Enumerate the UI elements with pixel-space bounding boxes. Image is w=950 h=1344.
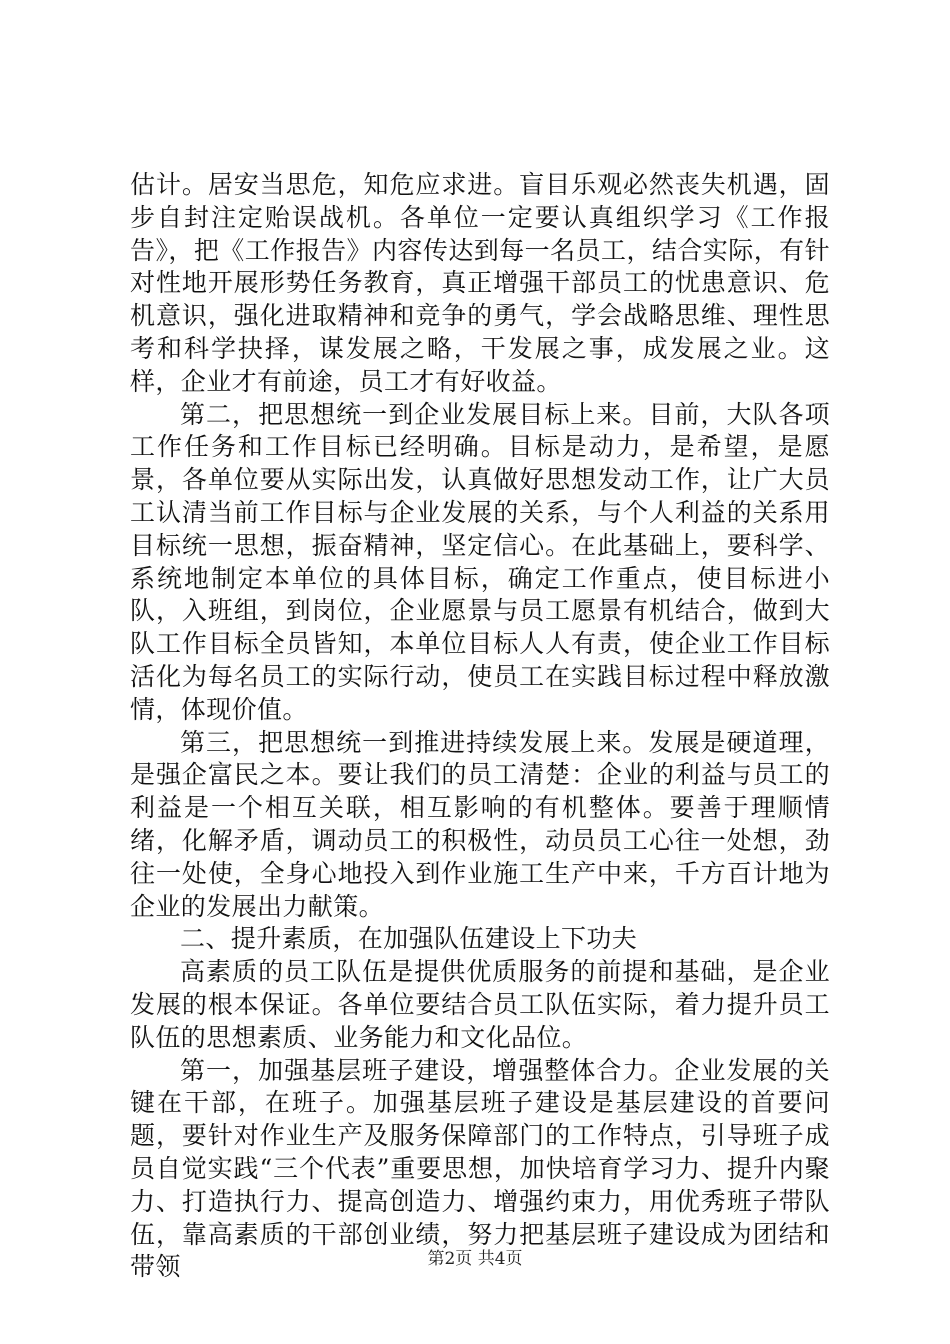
paragraph-continuation: 估计。居安当思危，知危应求进。盲目乐观必然丧失机遇，固步自封注定贻误战机。各单位一定要认真组织学习《工作报告》，把《工作报告》内容传达到每一名员工，结合实际，有针对性地开展形势任务教育，真正增强干部员工的忧患意识、危机意识，强化进取精神和竞争的勇气，学会战略思维、理性思考和科学抉择，谋发展之略，干发展之事，成发展之业。这样，企业才有前途，员工才有好收益。 xyxy=(130,170,830,396)
section-heading: 二、提升素质，在加强队伍建设上下功夫 xyxy=(180,924,638,954)
paragraph-section-intro: 高素质的员工队伍是提供优质服务的前提和基础，是企业发展的根本保证。各单位要结合员工队伍实际，着力提升员工队伍的思想素质、业务能力和文化品位。 xyxy=(130,957,830,1052)
paragraph-third-point: 第三，把思想统一到推进持续发展上来。发展是硬道理，是强企富民之本。要让我们的员工清楚：企业的利益与员工的利益是一个相互关联，相互影响的有机整体。要善于理顺情绪，化解矛盾，调动员工的积极性，动员员工心往一处想，劲往一处使，全身心地投入到作业施工生产中来，千方百计地为企业的发展出力献策。 xyxy=(130,727,830,921)
document-body xyxy=(130,169,830,1284)
paragraph-second-point: 第二，把思想统一到企业发展目标上来。目前，大队各项工作任务和工作目标已经明确。目标是动力，是希望，是愿景，各单位要从实际出发，认真做好思想发动工作，让广大员工认清当前工作目标与企业发展的关系，与个人利益的关系用目标统一思想，振奋精神，坚定信心。在此基础上，要科学、系统地制定本单位的具体目标，确定工作重点，使目标进小队，入班组，到岗位，企业愿景与员工愿景有机结合，做到大队工作目标全员皆知，本单位目标人人有责，使企业工作目标活化为每名员工的实际行动，使员工在实践目标过程中释放激情，体现价值。 xyxy=(130,399,830,724)
paragraph-first-point: 第一，加强基层班子建设，增强整体合力。企业发展的关键在干部，在班子。加强基层班子建设是基层建设的首要问题，要针对作业生产及服务保障部门的工作特点，引导班子成员自觉实践“三个代表”重要思想，加快培育学习力、提升内聚力、打造执行力、提高创造力、增强约束力，用优秀班子带队伍，靠高素质的干部创业绩，努力把基层班子建设成为团结和带领 xyxy=(130,1055,830,1282)
page-number: 第2页 共4页 xyxy=(427,1249,523,1269)
